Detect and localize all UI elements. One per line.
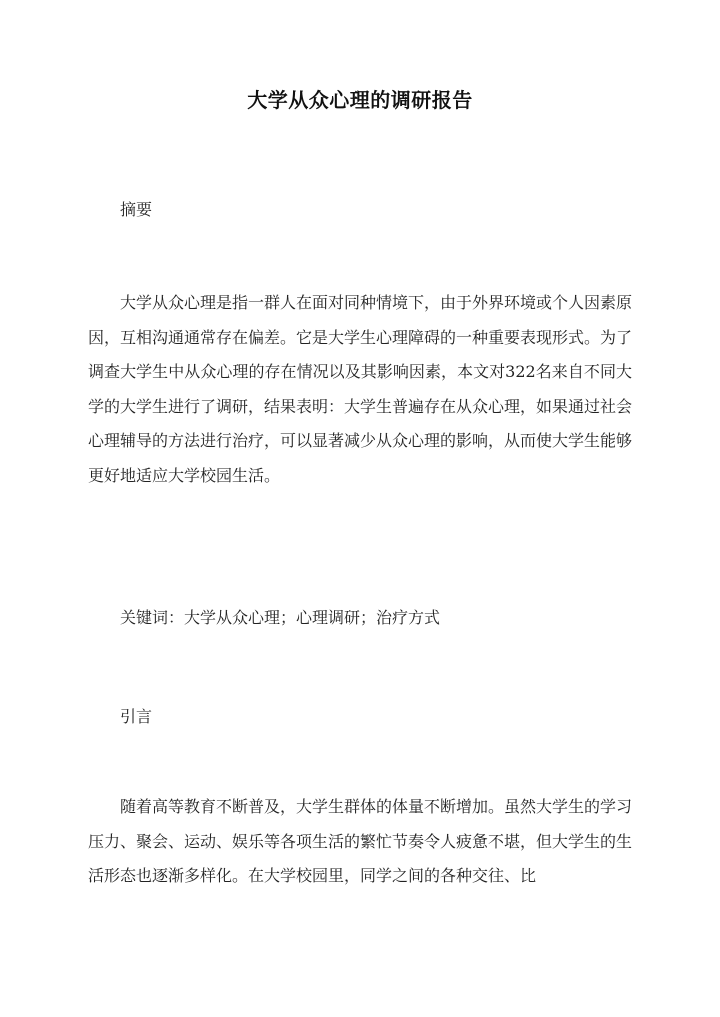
keywords-line: 关键词：大学从众心理；心理调研；治疗方式 bbox=[120, 608, 441, 627]
introduction-paragraph: 随着高等教育不断普及，大学生群体的体量不断增加。虽然大学生的学习压力、聚会、运动、娱乐等各项生活的繁忙节奏令人疲惫不堪，但大学生的生活形态也逐渐多样化。在大学校园里，同学之间的各种交往、比 bbox=[88, 797, 633, 885]
abstract-heading: 摘要 bbox=[120, 200, 153, 219]
introduction-heading: 引言 bbox=[120, 707, 153, 726]
abstract-paragraph: 大学从众心理是指一群人在面对同种情境下，由于外界环境或个人因素原因，互相沟通通常存在偏差。它是大学生心理障碍的一种重要表现形式。为了调查大学生中从众心理的存在情况以及其影响因素，本文对322名来自不同大学的大学生进行了调研，结果表明：大学生普遍存在从众心理，如果通过社会心理辅导的方法进行治疗，可以显著减少从众心理的影响，从而使大学生能够更好地适应大学校园生活。 bbox=[88, 293, 633, 485]
document-title: 大学从众心理的调研报告 bbox=[247, 88, 473, 112]
